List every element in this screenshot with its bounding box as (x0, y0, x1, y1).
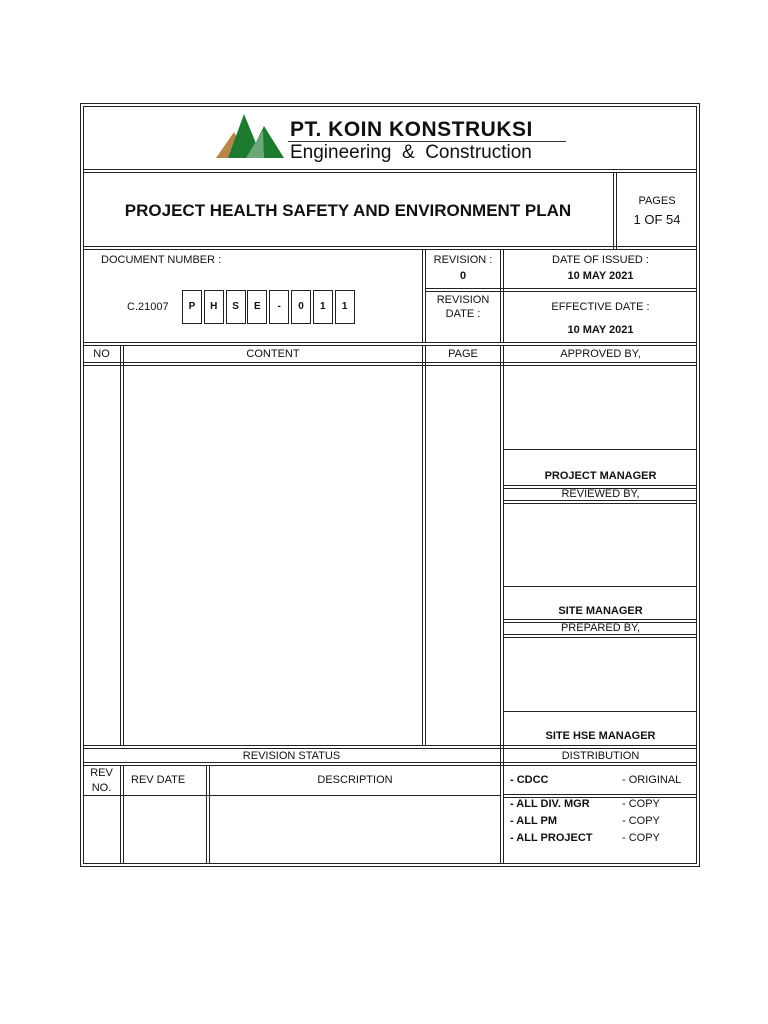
divider (500, 345, 501, 864)
divider (83, 365, 697, 366)
divider (83, 748, 697, 749)
divider (503, 503, 697, 504)
pages-label: PAGES (638, 195, 676, 207)
column-header-no: NO (93, 348, 110, 360)
divider (503, 794, 697, 795)
divider (503, 637, 697, 638)
divider (422, 249, 423, 342)
approver-role: PROJECT MANAGER (544, 470, 657, 482)
divider (500, 249, 501, 342)
document-code-char: S (226, 290, 246, 324)
reviewed-by-label: REVIEWED BY, (561, 488, 640, 500)
pages-value: 1 OF 54 (633, 212, 681, 227)
revision-date-label: DATE : (445, 308, 481, 320)
document-code-char: - (269, 290, 289, 324)
distribution-recipient: - ALL DIV. MGR (510, 798, 590, 810)
company-name: PT. KOIN KONSTRUKSI (290, 118, 533, 141)
divider (123, 765, 124, 864)
distribution-copy-type: - COPY (622, 798, 660, 810)
company-tagline: Engineering & Construction (290, 142, 532, 163)
divider (83, 795, 501, 796)
divider (120, 765, 121, 864)
company-logo-icon (214, 110, 294, 162)
effective-date-label: EFFECTIVE DATE : (551, 301, 650, 313)
effective-date-value: 10 MAY 2021 (567, 324, 634, 336)
doc-number-label: DOCUMENT NUMBER : (101, 254, 222, 266)
prepared-by-label: PREPARED BY, (560, 622, 641, 634)
divider (613, 172, 614, 249)
divider (503, 586, 697, 587)
column-header-page: PAGE (448, 348, 478, 360)
document-code-char: E (247, 290, 267, 324)
document-code-char: 1 (335, 290, 355, 324)
document-code-char: H (204, 290, 224, 324)
divider (503, 634, 697, 635)
reviewer-role: SITE MANAGER (558, 605, 643, 617)
column-header-content: CONTENT (246, 348, 300, 360)
divider (425, 291, 697, 292)
divider (83, 765, 697, 766)
distribution-title: DISTRIBUTION (561, 750, 640, 762)
divider (83, 342, 697, 343)
column-header-rev-no: REV (90, 767, 113, 779)
revision-date-label: REVISION (436, 294, 490, 306)
distribution-copy-type: - COPY (622, 832, 660, 844)
distribution-copy-type: - ORIGINAL (622, 774, 682, 786)
divider (503, 449, 697, 450)
divider (120, 345, 121, 745)
divider (123, 345, 124, 745)
project-code: C.21007 (127, 301, 169, 313)
divider (83, 762, 697, 763)
date-issued-value: 10 MAY 2021 (567, 270, 634, 282)
column-header-rev-no: NO. (91, 782, 112, 794)
company-logo (214, 110, 294, 162)
divider (83, 362, 697, 363)
divider (83, 169, 697, 170)
column-header-approved: APPROVED BY, (560, 348, 641, 360)
document-title: PROJECT HEALTH SAFETY AND ENVIRONMENT PLAN (124, 201, 572, 220)
revision-status-title: REVISION STATUS (242, 750, 341, 762)
divider (503, 619, 697, 620)
divider (83, 246, 697, 247)
column-header-rev-date: REV DATE (131, 774, 186, 786)
divider (422, 345, 423, 745)
divider (83, 345, 697, 346)
divider (83, 172, 697, 173)
divider (425, 288, 697, 289)
divider (425, 345, 426, 745)
revision-label: REVISION : (433, 254, 493, 266)
divider (503, 485, 697, 486)
distribution-recipient: - CDCC (510, 774, 549, 786)
divider (206, 765, 207, 864)
distribution-recipient: - ALL PROJECT (510, 832, 593, 844)
distribution-recipient: - ALL PM (510, 815, 558, 827)
divider (83, 745, 697, 746)
revision-value: 0 (459, 270, 467, 282)
distribution-copy-type: - COPY (622, 815, 660, 827)
date-issued-label: DATE OF ISSUED : (552, 254, 649, 266)
divider (83, 249, 697, 250)
document-code-char: 0 (291, 290, 311, 324)
column-header-description: DESCRIPTION (317, 774, 393, 786)
document-code-char: P (182, 290, 202, 324)
divider (616, 172, 617, 249)
preparer-role: SITE HSE MANAGER (545, 730, 656, 742)
document-code-char: 1 (313, 290, 333, 324)
divider (503, 500, 697, 501)
divider (503, 711, 697, 712)
